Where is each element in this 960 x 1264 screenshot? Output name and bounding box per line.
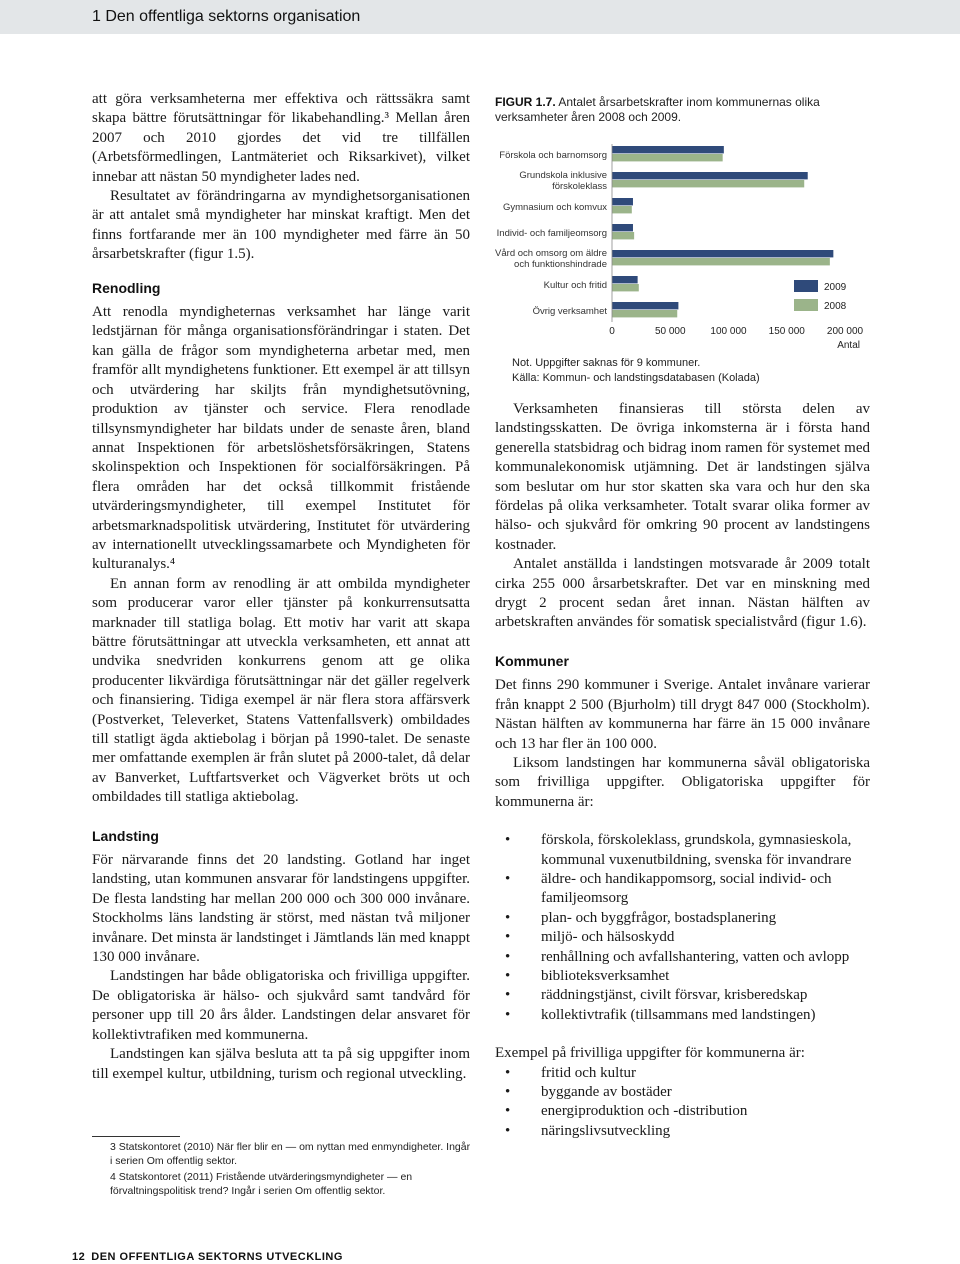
legend-label-2008: 2008 (824, 301, 847, 312)
bar-2008-2 (612, 206, 632, 213)
list-item: • byggande av bostäder (495, 1083, 870, 1102)
body-paragraph: Liksom landstingen har kommunerna såväl obligatoriska som frivilliga uppgifter. Obligatoriska uppgifter för kommunerna är: (495, 754, 870, 810)
footnote: 3 Statskontoret (2010) När fler blir en — om nyttan med enmyndigheter. Ingår i serien Om offentlig sektor. (110, 1141, 471, 1167)
legend-swatch-2008 (794, 299, 818, 311)
x-tick-label: 150 000 (768, 326, 805, 337)
list-item: • fritid och kultur (495, 1064, 870, 1083)
figure-caption-text: Antalet årsarbetskrafter inom kommunernas olika verksamheter åren 2008 och 2009. (495, 95, 820, 124)
category-label: Gymnasium och komvux (502, 202, 607, 213)
category-label: Övrig verksamhet (532, 306, 607, 317)
body-paragraph: Det finns 290 kommuner i Sverige. Antalet invånare varierar från knappt 2 500 (Bjurholm) till drygt 847 000 (Stockholm). Nästan hälften av kommunerna har färre än 15 000 invånare och 13 har fler än 100 000. (495, 677, 870, 752)
body-paragraph: Landstingen kan själva besluta att ta på sig uppgifter inom till exempel kultur, utbildning, turism och regional utveckling. (92, 1046, 470, 1082)
bar-2009-1 (612, 172, 808, 179)
bar-2008-1 (612, 180, 804, 187)
bar-2009-3 (612, 224, 633, 231)
bar-2008-0 (612, 154, 723, 161)
category-label: förskoleklass (552, 181, 607, 192)
left-column (92, 90, 470, 1084)
category-label: Förskola och barnomsorg (499, 150, 607, 161)
x-tick-label: 50 000 (654, 326, 686, 337)
x-axis-title: Antal (837, 340, 860, 351)
bar-2008-6 (612, 310, 677, 317)
section-heading-kommuner: Kommuner (495, 652, 569, 669)
body-paragraph: För närvarande finns det 20 landsting. Gotland har inget landsting, utan kommunen ansvarar för landstingens uppgifter. De flesta landsting har mellan 200 000 och 300 000 invånare. Stockholms läns landsting är störst, med nästan två miljoner invånare. Det minsta är landstinget i Jämtlands län med knappt 130 000 invånare. (92, 852, 470, 966)
footnote: 4 Statskontoret (2011) Fristående utvärderingsmyndigheter — en förvaltningspolitisk trend? Ingår i serien Om offentlig sektor. (110, 1171, 413, 1197)
figure-label: FIGUR 1.7. (495, 95, 556, 109)
right-column (495, 400, 870, 1141)
category-label: Grundskola inklusive (519, 170, 607, 181)
list-item: • biblioteksverksamhet (495, 967, 870, 986)
body-paragraph: Resultatet av förändringarna av myndighetsorganisationen är att antalet små myndigheter har minskat kraftigt. Men det finns fortfarande mer än 100 myndigheter med färre än 50 årsarbetskrafter (figur 1.5). (92, 188, 470, 263)
body-paragraph: En annan form av renodling är att ombilda myndigheter som producerar varor eller tjänster på konkurrensutsatta marknader till statliga bolag. Ett motiv har varit att skapa bättre förutsättningar att utveckla verksamheten, ett annat att undvika snedvriden konkurrens genom att ge olika producenter likvärdiga förutsättningar när det gäller regelverk och finansiering. Tidiga exempel är när flera stora affärsverk (Postverket, Televerket, Statens Vattenfallsverk) ombildades till statligt ägda aktiebolag i början på 1990-talet. De senaste mer omfattande exemplen är från slutet på 2000-talet, då delar av Banverket, Luftfartsverket och Vägverket bröts ut och ombildades till statliga aktiebolag. (92, 575, 470, 806)
list-item: • näringslivsutveckling (495, 1122, 870, 1141)
list-item: • förskola, förskoleklass, grundskola, gymnasieskola, kommunal vuxenutbildning, svenska för invandrare (495, 831, 870, 870)
body-paragraph: Att renodla myndigheternas verksamhet har länge varit ledstjärnan för många organisationsförändringar i staten. Det kan gälla de frågor som myndigheterna arbetar med, men framför allt myndighetens funktioner. Ett exempel är att tillsyn och utvärdering har skiljts från myndighetsutövning, produktion av tjänster och service. Flera renodlade tillsynsmyndigheter har bildats under de senaste åren, bland annat Inspektionen för arbetslöshetsförsäkringen, Statens skolinspektion och Inspektionen för socialförsäkringen. På flera områden har det också tillkommit fristående utvärderingsmyndigheter, till exempel Institutet för arbetsmarknadspolitisk utvärdering, Institutet för utvärdering av internationellt utvecklingssamarbete och Myndigheten för kulturanalys.⁴ (92, 304, 470, 573)
list-item: • kollektivtrafik (tillsammans med landstingen) (495, 1006, 870, 1025)
footnotes (110, 1141, 472, 1201)
body-paragraph: Landstingen har både obligatoriska och frivilliga uppgifter. De obligatoriska är hälso- och sjukvård samt tandvård för personer upp till 20 års ålder. Landstingen delar ansvaret för kollektivtrafiken med kommunerna. (92, 968, 470, 1043)
page-footer (72, 1251, 343, 1263)
body-paragraph: att göra verksamheterna mer effektiva och rättssäkra samt skapa bättre förutsättningar för likabehandling.³ Mellan åren 2007 och 2010 gjordes det vid tre tillfällen (Arbetsförmedlingen, Lantmäteriet och Riksarkivet), vilket innebar att nästan 50 myndigheter lades ned. (92, 91, 470, 185)
bar-2009-0 (612, 146, 724, 153)
legend-label-2009: 2009 (824, 282, 847, 293)
bar-2009-4 (612, 250, 833, 257)
mandatory-tasks-list (495, 831, 870, 1025)
section-heading-renodling: Renodling (92, 279, 161, 296)
bar-2009-2 (612, 198, 633, 205)
list-item: • renhållning och avfallshantering, vatten och avlopp (495, 948, 870, 967)
body-paragraph: Exempel på frivilliga uppgifter för kommunerna är: (495, 1045, 805, 1062)
bar-2008-3 (612, 232, 634, 239)
page-number: 12 (72, 1251, 86, 1263)
figure-note: Not. Uppgifter saknas för 9 kommuner. (512, 357, 701, 369)
figure-source: Källa: Kommun- och landstingsdatabasen (Kolada) (512, 372, 760, 384)
list-item: • äldre- och handikappomsorg, social individ- och familjeomsorg (495, 870, 870, 909)
footnote-divider (92, 1136, 180, 1137)
bar-2009-6 (612, 302, 678, 309)
category-label: Kultur och fritid (543, 280, 607, 291)
list-item: • miljö- och hälsoskydd (495, 928, 870, 947)
list-item: • plan- och byggfrågor, bostadsplanering (495, 909, 870, 928)
running-header (0, 0, 960, 34)
x-tick-label: 100 000 (710, 326, 747, 337)
category-label: Individ- och familjeomsorg (496, 228, 607, 239)
category-label: Vård och omsorg om äldre (495, 248, 607, 259)
footer-title: DEN OFFENTLIGA SEKTORNS UTVECKLING (91, 1251, 343, 1263)
list-item: • energiproduktion och -distribution (495, 1102, 870, 1121)
bar-2008-4 (612, 258, 830, 265)
bar-2008-5 (612, 284, 639, 291)
voluntary-tasks-list (495, 1064, 870, 1142)
x-tick-label: 200 000 (826, 326, 864, 337)
legend-swatch-2009 (794, 280, 818, 292)
section-heading-landsting: Landsting (92, 827, 159, 844)
body-paragraph: Verksamheten finansieras till största delen av landstingsskatten. De övriga inkomsterna är i första hand generella statsbidrag och bidrag inom ramen för systemet med kommunalekonomisk utjämning. Det är landstingen själva som beslutar om hur stor skatten ska vara och hur den ska fördelas på olika verksamheter. Totalt svarar olika former av hälso- och sjukvård för omkring 90 procent av landstingens kostnader. (495, 401, 870, 553)
x-tick-label: 0 (609, 326, 615, 337)
body-paragraph: Antalet anställda i landstingen motsvarade år 2009 totalt cirka 255 000 årsarbetskrafter. Det var en minskning med drygt 2 procent sedan året innan. Nästan hälften av arbetskraften användes för somatisk specialistvård (figur 1.6). (495, 556, 870, 631)
bar-chart (490, 140, 875, 355)
list-item: • räddningstjänst, civilt försvar, krisberedskap (495, 986, 870, 1005)
figure-notes (512, 356, 872, 386)
category-label: och funktionshindrade (514, 259, 607, 270)
bar-2009-5 (612, 276, 638, 283)
running-header-title: 1 Den offentliga sektorns organisation (92, 8, 361, 25)
figure-caption (495, 95, 865, 125)
